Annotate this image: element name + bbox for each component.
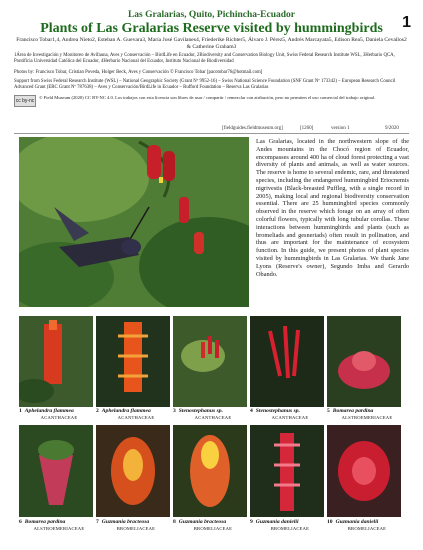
guide-version: version 1 xyxy=(331,126,350,131)
plate-2-photo xyxy=(96,316,170,407)
author-list: Francisco Tobar1,4, Andrea Nieto2, Esteban A. Guevara3, María José Gavilanes4, Friederike Richter5, Álvaro J. Pérez5, Andrés Marcayata5, Edison Rea5, Daniela Cevallos2 & Catherine Graham3 xyxy=(16,37,407,50)
plate-3-caption: 3 Stenostephanus sp. ACANTHACEAE xyxy=(173,408,232,420)
plate-7-photo xyxy=(96,425,170,517)
plate-3-photo xyxy=(173,316,247,407)
support-line: Support from Swiss Federal Research Institute (WSL) – National Geographic Society (Grant Nº 9952-16) – Swiss National Science Foundation (SNF Grant Nº 173342) – European Research Council Advanced Grant (ERC Grant Nº 787638) – Aves y Conservación/BirdLife in Ecuador – Rufford Foundation – Reserva Las Gralarias xyxy=(14,79,396,90)
plate-number: 1 xyxy=(402,14,411,31)
cc-license-icon: cc by-nc xyxy=(14,95,36,107)
intro-text: Las Gralarias, located in the northwestern slope of the Andes mountains in the Chocó region of Ecuador, encompasses around 400 ha of cloud forest protecting a vast diversity of plants and animals, as well as water sources. The reserve is home to several endemic, rare, and threatened species, including the endangered hummingbird Eriocnemis nigrivestis (Black-breasted Puffleg, with a single record in 2005), making local and regional biodiversity conservation essential. There are 25 hummingbird species commonly observed in the reserve which forage on an array of often colorful flowers, typically with long tubular corollas. These interactions between hummingbirds and plants (such as bromeliads and gesneriads) often result in pollination, and thus are important for the maintenance of ecosystem function. In this guide, we present photos of plant species visited by hummingbirds in Las Gralarias. We thank Jane Lyons (Reserve's owner), Segundo Imba and Gerardo Obando. xyxy=(256,138,409,278)
plate-6-caption: 6 Bomarea pardina ALSTROEMERIACEAE xyxy=(19,519,85,531)
plate-5-caption: 5 Bomarea pardina ALSTROEMERIACEAE xyxy=(327,408,393,420)
plate-1-photo xyxy=(19,316,93,407)
plate-4-caption: 4 Stenostephanus sp. ACANTHACEAE xyxy=(250,408,309,420)
guide-url[interactable]: [fieldguides.fieldmuseum.org] xyxy=(222,126,283,131)
hero-photo-hummingbird xyxy=(19,137,249,307)
guide-title: Plants of Las Gralarias Reserve visited by hummingbirds xyxy=(40,21,383,36)
plate-7-caption: 7 Guzmania bracteosa BROMELIACEAE xyxy=(96,519,156,531)
guide-date: 9/2020 xyxy=(385,126,399,131)
plate-9-caption: 9 Guzmania danielii BROMELIACEAE xyxy=(250,519,310,531)
plate-1-caption: 1 Aphelandra flammea ACANTHACEAE xyxy=(19,408,78,420)
license-text: © Field Museum (2020) CC BY-NC 4.0. Los trabajos con esta licencia son libres de usar / compartir / remezclar con atribución, pero no permiten el uso comercial del trabajo original. xyxy=(39,95,376,100)
plate-2-caption: 2 Aphelandra flammea ACANTHACEAE xyxy=(96,408,155,420)
plate-8-photo xyxy=(173,425,247,517)
divider xyxy=(14,133,409,134)
plate-10-photo xyxy=(327,425,401,517)
location-line: Las Gralarias, Quito, Pichincha-Ecuador xyxy=(127,10,296,20)
guide-id: [1260] xyxy=(300,126,314,131)
plate-4-photo xyxy=(250,316,324,407)
plate-5-photo xyxy=(327,316,401,407)
plate-6-photo xyxy=(19,425,93,517)
plate-10-caption: 10 Guzmania danielii BROMELIACEAE xyxy=(327,519,387,531)
affiliations: 1Área de Investigación y Monitoreo de Avifauna, Aves y Conservación – BirdLife en Ecuador, 2Biodiversity and Conservation Biology Unit, Swiss Federal Research Institute WSL, 3Herbario QCA, Pontificia Universidad Católica del Ecuador, 4Herbario Nacional del Ecuador, Instituto Nacional de Biodiversidad xyxy=(14,53,395,64)
photo-credits: Photos by: Francisco Tobar, Cristian Poveda, Holger Beck, Aves y Conservación © Francisco Tobar [pacotobar76@hotmail.com] xyxy=(14,70,263,75)
plate-8-caption: 8 Guzmania bracteosa BROMELIACEAE xyxy=(173,519,233,531)
plate-9-photo xyxy=(250,425,324,517)
